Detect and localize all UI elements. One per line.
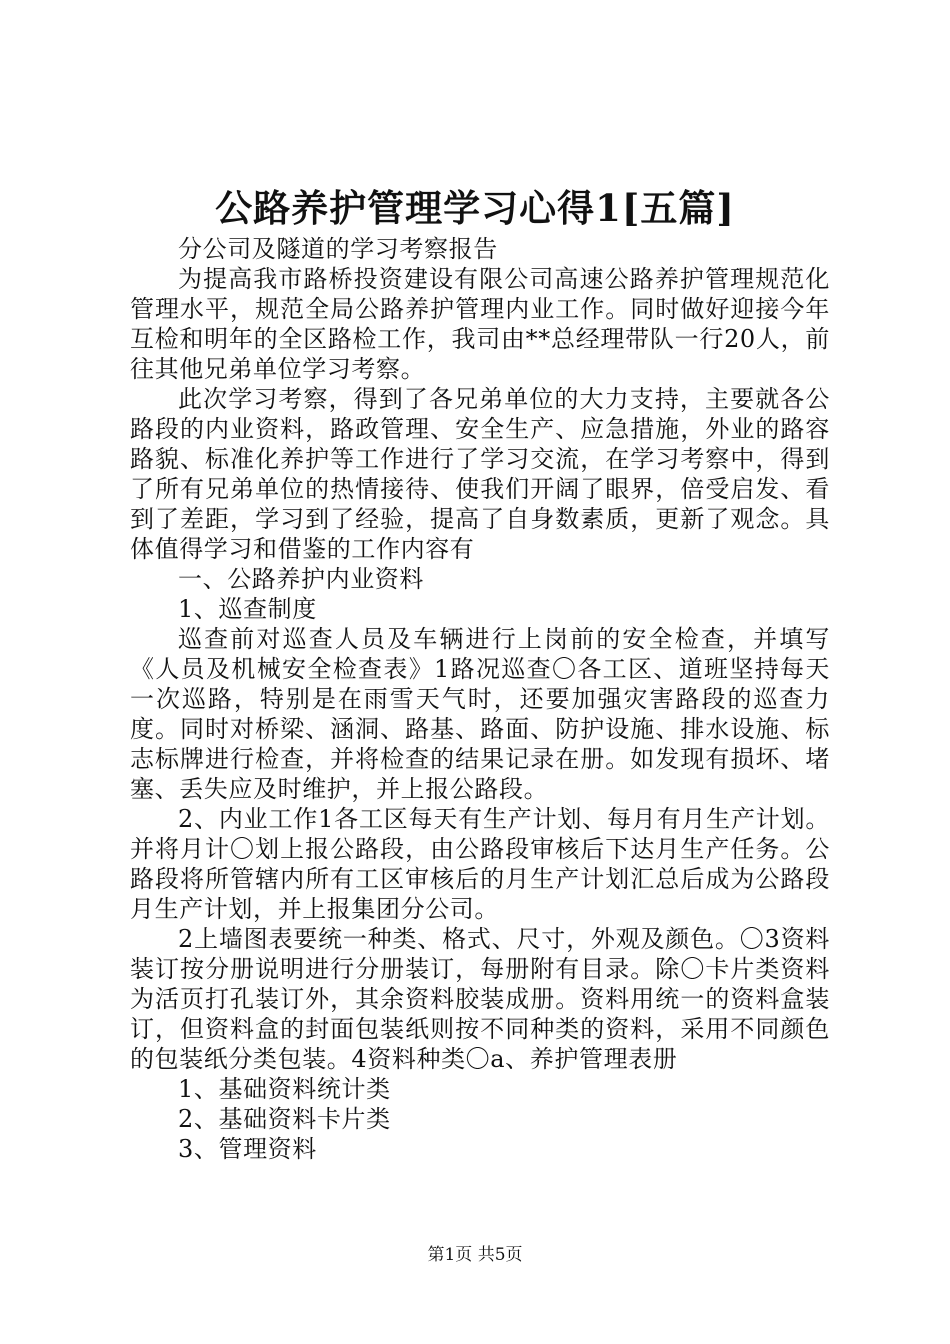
paragraph-intro: 为提高我市路桥投资建设有限公司高速公路养护管理规范化管理水平，规范全局公路养护管理内业工作。同时做好迎接今年互检和明年的全区路检工作，我司由**总经理带队一行20人，前往其他兄弟单位学习考察。 — [130, 265, 830, 383]
subsection-heading: 1、巡查制度 — [178, 595, 317, 623]
section-heading: 一、公路养护内业资料 — [178, 565, 424, 593]
list-item: 2、基础资料卡片类 — [178, 1105, 391, 1133]
document-body — [130, 234, 830, 1164]
paragraph-internal-work: 2、内业工作1各工区每天有生产计划、每月有月生产计划。并将月计〇划上报公路段，由公路段审核后下达月生产任务。公路段将所管辖内所有工区审核后的月生产计划汇总后成为公路段月生产计划，并上报集团分公司。 — [130, 805, 830, 923]
paragraph-charts-binding: 2上墙图表要统一种类、格式、尺寸，外观及颜色。〇3资料装订按分册说明进行分册装订，每册附有目录。除〇卡片类资料为活页打孔装订外，其余资料胶装成册。资料用统一的资料盒装订，但资料盒的封面包装纸则按不同种类的资料，采用不同颜色的包装纸分类包装。4资料种类〇a、养护管理表册 — [130, 925, 830, 1073]
document-title: 公路养护管理学习心得1[五篇] — [215, 186, 735, 230]
paragraph-report-title: 分公司及隧道的学习考察报告 — [178, 235, 498, 263]
list-item: 1、基础资料统计类 — [178, 1075, 391, 1103]
page-footer: 第1页 共5页 — [427, 1245, 523, 1265]
paragraph-summary: 此次学习考察，得到了各兄弟单位的大力支持，主要就各公路段的内业资料，路政管理、安全生产、应急措施，外业的路容路貌、标准化养护等工作进行了学习交流，在学习考察中，得到了所有兄弟单位的热情接待、使我们开阔了眼界，倍受启发、看到了差距，学习到了经验，提高了自身数素质，更新了观念。具体值得学习和借鉴的工作内容有 — [130, 385, 830, 563]
paragraph-inspection: 巡查前对巡查人员及车辆进行上岗前的安全检查，并填写《人员及机械安全检查表》1路况巡查〇各工区、道班坚持每天一次巡路，特别是在雨雪天气时，还要加强灾害路段的巡查力度。同时对桥梁、涵洞、路基、路面、防护设施、排水设施、标志标牌进行检查，并将检查的结果记录在册。如发现有损坏、堵塞、丢失应及时维护，并上报公路段。 — [130, 625, 830, 803]
list-item: 3、管理资料 — [178, 1135, 317, 1163]
